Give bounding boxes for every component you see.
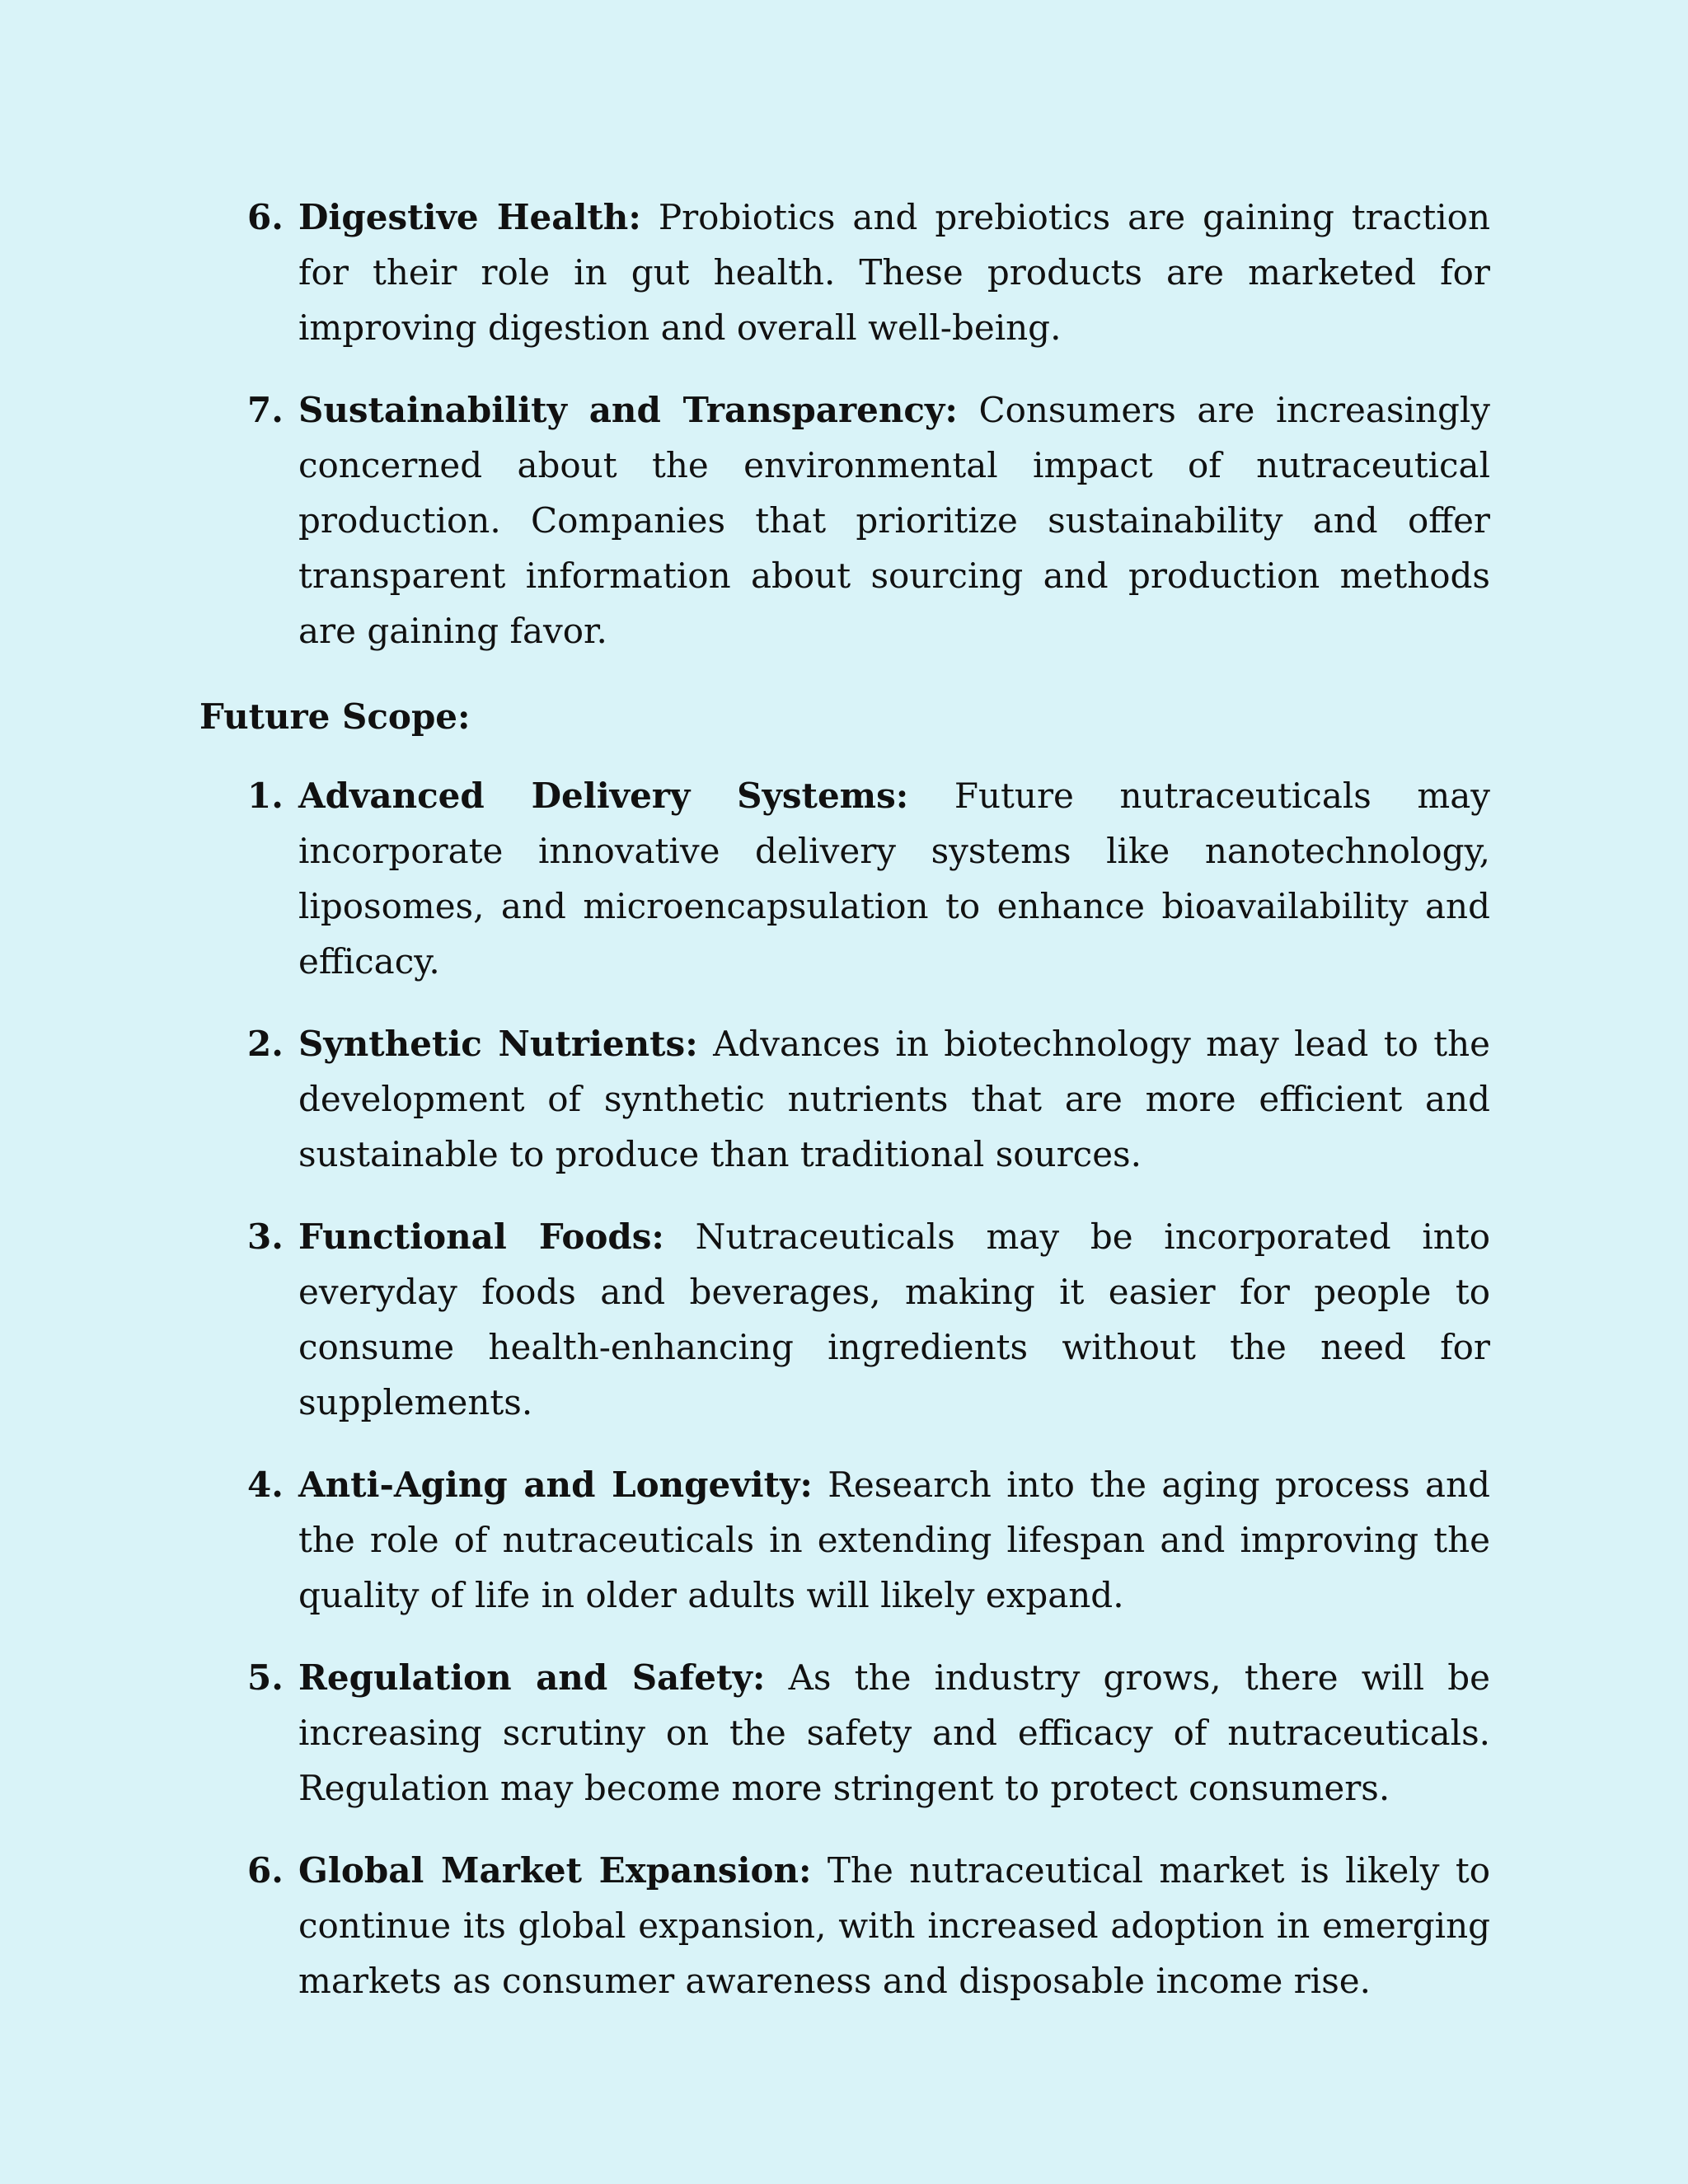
- list-item: [247, 1016, 1490, 1182]
- future-scope-heading: Future Scope:: [199, 696, 471, 737]
- list-item: [247, 1209, 1490, 1430]
- item-number: 6.: [247, 1850, 284, 1891]
- item-number: 4.: [247, 1465, 284, 1505]
- item-text: Advances in biotechnology may lead to the development of synthetic nutrients that are more efficient and sustainable to produce than traditional sources.: [298, 1024, 1490, 1174]
- item-number: 6.: [247, 197, 284, 237]
- item-term: Anti-Aging and Longevity:: [298, 1465, 813, 1505]
- item-text: Future nutraceuticals may incorporate innovative delivery systems like nanotechnology, liposomes, and microencapsulation to enhance bioavailability and efficacy.: [298, 776, 1491, 982]
- item-number: 3.: [247, 1216, 284, 1257]
- item-number: 7.: [247, 390, 284, 430]
- item-number: 5.: [247, 1657, 284, 1698]
- item-text: Probiotics and prebiotics are gaining traction for their role in gut health. These products are marketed for improving digestion and overall well-being.: [298, 197, 1491, 348]
- list-item: [247, 190, 1490, 355]
- item-text: As the industry grows, there will be increasing scrutiny on the safety and efficacy of nutraceuticals. Regulation may become more stringent to protect consumers.: [298, 1657, 1490, 1808]
- item-term: Global Market Expansion:: [298, 1850, 812, 1891]
- item-term: Synthetic Nutrients:: [298, 1024, 698, 1064]
- item-term: Sustainability and Transparency:: [298, 390, 958, 430]
- item-term: Advanced Delivery Systems:: [298, 776, 909, 816]
- trends-list: [247, 190, 1490, 686]
- item-number: 1.: [247, 776, 284, 816]
- list-item: [247, 1843, 1490, 2008]
- list-item: [247, 1650, 1490, 1816]
- item-term: Functional Foods:: [298, 1216, 664, 1257]
- item-term: Digestive Health:: [298, 197, 641, 237]
- item-text: Research into the aging process and the role of nutraceuticals in extending lifespan and improving the quality of life in older adults will likely expand.: [298, 1465, 1491, 1615]
- item-text: Consumers are increasingly concerned about the environmental impact of nutraceutical production. Companies that prioritize sustainability and offer transparent information about sourcing and production methods are gaining favor.: [298, 390, 1491, 651]
- item-text: Nutraceuticals may be incorporated into everyday foods and beverages, making it easier for people to consume health-enhancing ingredients without the need for supplements.: [298, 1216, 1490, 1422]
- future-scope-list: [247, 768, 1490, 2036]
- item-term: Regulation and Safety:: [298, 1657, 766, 1698]
- item-number: 2.: [247, 1024, 284, 1064]
- list-item: [247, 382, 1490, 658]
- item-text: The nutraceutical market is likely to continue its global expansion, with increased adoption in emerging markets as consumer awareness and disposable income rise.: [298, 1850, 1491, 2001]
- list-item: [247, 768, 1490, 989]
- list-item: [247, 1457, 1490, 1623]
